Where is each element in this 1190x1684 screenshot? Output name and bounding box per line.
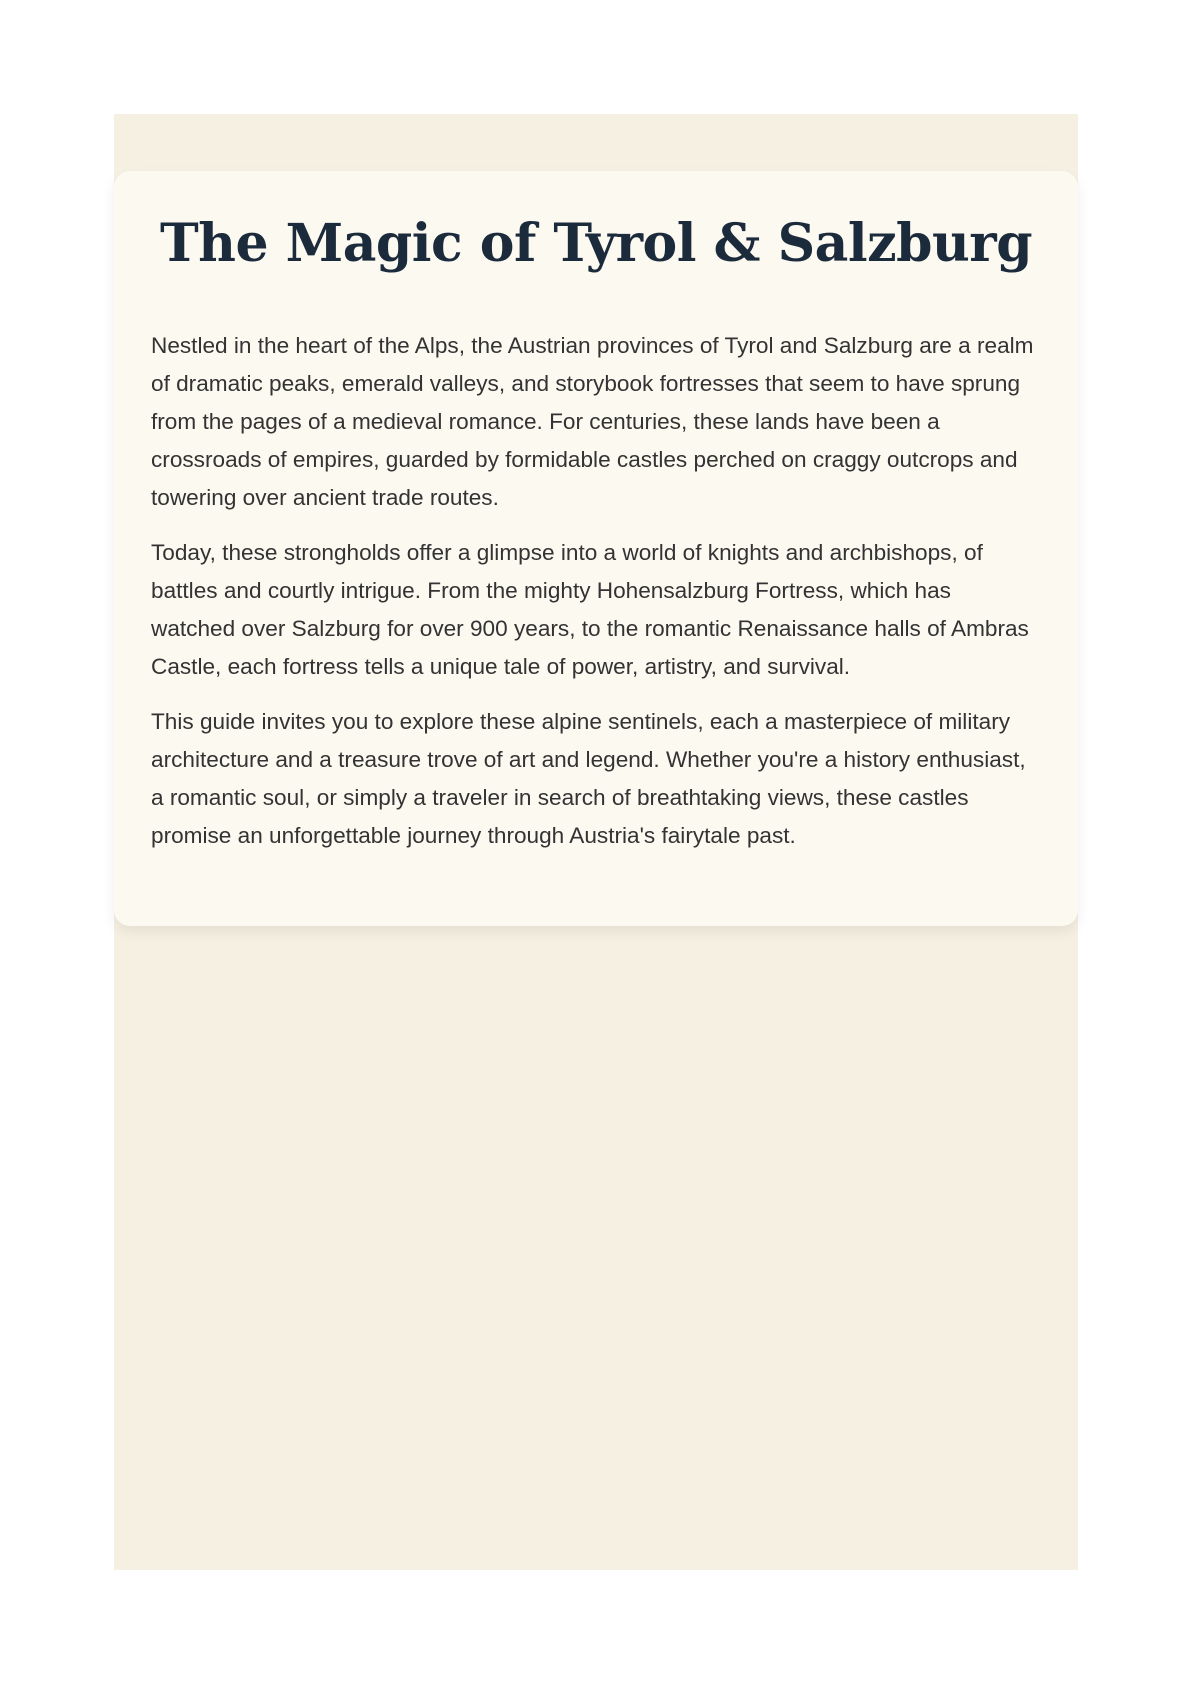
intro-paragraph-1: Nestled in the heart of the Alps, the Austrian provinces of Tyrol and Salzburg are a realm of dramatic peaks, emerald valleys, and storybook fortresses that seem to have sprung from the pages of a medieval romance. For centuries, these lands have been a crossroads of empires, guarded by formidable castles perched on craggy outcrops and towering over ancient trade routes.	[151, 333, 1034, 510]
intro-paragraph-3: This guide invites you to explore these alpine sentinels, each a masterpiece of military architecture and a treasure trove of art and legend. Whether you're a history enthusiast, a romantic soul, or simply a traveler in search of breathtaking views, these castles promise an unforgettable journey through Austria's fairytale past.	[151, 709, 1026, 848]
page-title: The Magic of Tyrol & Salzburg	[159, 213, 1033, 274]
intro-card	[114, 171, 1078, 926]
intro-paragraph-2: Today, these strongholds offer a glimpse into a world of knights and archbishops, of battles and courtly intrigue. From the mighty Hohensalzburg Fortress, which has watched over Salzburg for over 900 years, to the romantic Renaissance halls of Ambras Castle, each fortress tells a unique tale of power, artistry, and survival.	[151, 540, 1029, 679]
document-page	[114, 114, 1078, 1570]
intro-text	[151, 327, 1041, 855]
